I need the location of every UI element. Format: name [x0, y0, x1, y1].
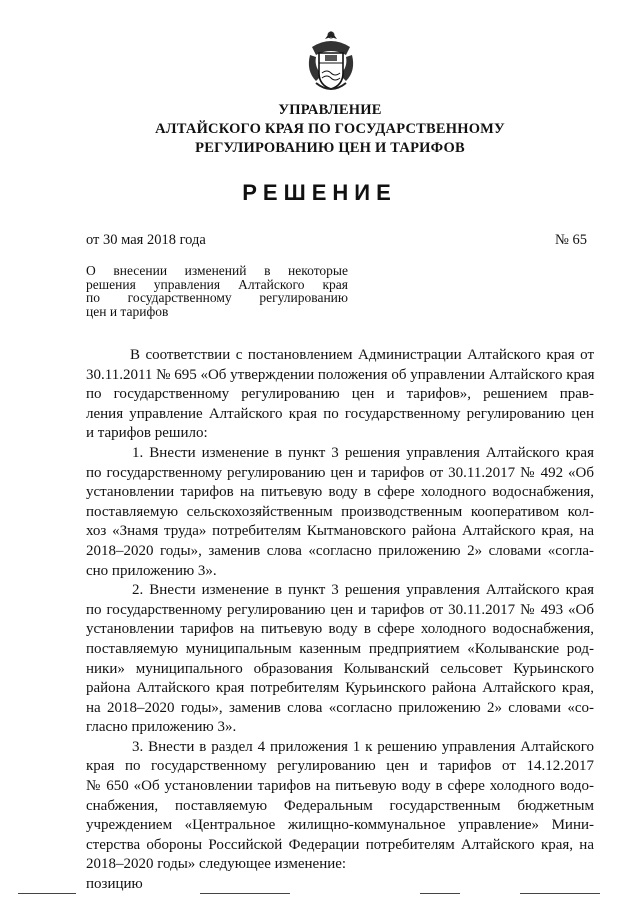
body-line: 30.11.2011 № 695 «Об утверждении положения об управлении Алтайского края	[86, 366, 595, 383]
body-line: установлении тарифов на питьевую воду в сфере холодного водоснабжения,	[86, 484, 594, 501]
issuing-authority	[120, 101, 540, 158]
body-line: сно приложению 3».	[86, 562, 217, 579]
body-line: 2. Внести изменение в пункт 3 решения управления Алтайского края	[132, 582, 594, 599]
authority-line-3: РЕГУЛИРОВАНИЮ ЦЕН И ТАРИФОВ	[195, 140, 465, 156]
body-line: 2018–2020 годы» следующее изменение:	[86, 856, 347, 873]
body-line: по государственному регулированию цен и тарифов от 30.11.2017 № 493 «Об	[86, 601, 594, 618]
authority-line-2: АЛТАЙСКОГО КРАЯ ПО ГОСУДАРСТВЕННОМУ	[155, 121, 505, 137]
body-line: поставляемую сельскохозяйственным производственным кооперативом кол-	[86, 503, 594, 520]
body-line: позицию	[86, 876, 143, 893]
body-line: ления управление Алтайского края по государственному регулированию цен	[86, 405, 594, 422]
body-line: снабжения, поставляемую Федеральным государственным бюджетным	[86, 797, 594, 814]
body-line: района Алтайского края потребителям Курьинского района Алтайского края,	[86, 680, 594, 697]
subject-line: по государственному регулированию	[86, 290, 348, 305]
document-subject	[86, 264, 348, 318]
body-line: гласно приложению 3».	[86, 719, 237, 736]
scan-edge-mark	[420, 893, 460, 894]
authority-line-1: УПРАВЛЕНИЕ	[278, 102, 382, 118]
body-line: по государственному регулированию цен и тарифов», решением прав-	[86, 386, 594, 403]
subject-line: О внесении изменений в некоторые	[86, 263, 348, 278]
document-date: от 30 мая 2018 года	[86, 232, 206, 248]
document-body	[86, 346, 594, 895]
body-line: В соответствии с постановлением Администрации Алтайского края от	[130, 347, 594, 363]
body-line: 1. Внести изменение в пункт 3 решения управления Алтайского края	[132, 444, 594, 461]
body-line: № 650 «Об установлении тарифов на питьевую воду в сфере холодного водо-	[86, 778, 594, 795]
scan-edge-mark	[200, 893, 290, 894]
body-line: поставляемую муниципальным казенным предприятием «Колыванские род-	[86, 640, 594, 657]
body-line: установлении тарифов на питьевую воду в сфере холодного водоснабжения,	[86, 621, 594, 638]
body-line: ники» муниципального образования Колыванский сельсовет Курьинского	[86, 660, 594, 677]
coat-of-arms-icon	[302, 25, 360, 97]
body-line: стерства обороны Российской Федерации потребителям Алтайского края, на	[86, 836, 594, 853]
body-line: 3. Внести в раздел 4 приложения 1 к решению управления Алтайского	[132, 738, 594, 755]
body-line: хоз «Знамя труда» потребителям Кытмановского района Алтайского края, на	[86, 523, 594, 540]
body-line: учреждением «Центральное жилищно-коммунальное управление» Мини-	[86, 817, 594, 834]
scan-edge-mark	[520, 893, 600, 894]
body-line: по государственному регулированию цен и тарифов от 30.11.2017 № 492 «Об	[86, 464, 594, 481]
body-line: 2018–2020 годы», заменив слова «согласно приложению 2» словами «согла-	[86, 542, 594, 559]
body-line: края по государственному регулированию цен и тарифов от 14.12.2017	[86, 758, 594, 775]
subject-line: решения управления Алтайского края	[86, 276, 348, 292]
body-line: на 2018–2020 годы», заменив слова «согласно приложению 2» словами «со-	[86, 699, 594, 716]
document-number: № 65	[555, 232, 587, 248]
document-title: РЕШЕНИЕ	[242, 180, 397, 205]
body-line: и тарифов решило:	[86, 425, 208, 442]
subject-line: цен и тарифов	[86, 303, 169, 319]
scan-edge-mark	[18, 893, 76, 894]
